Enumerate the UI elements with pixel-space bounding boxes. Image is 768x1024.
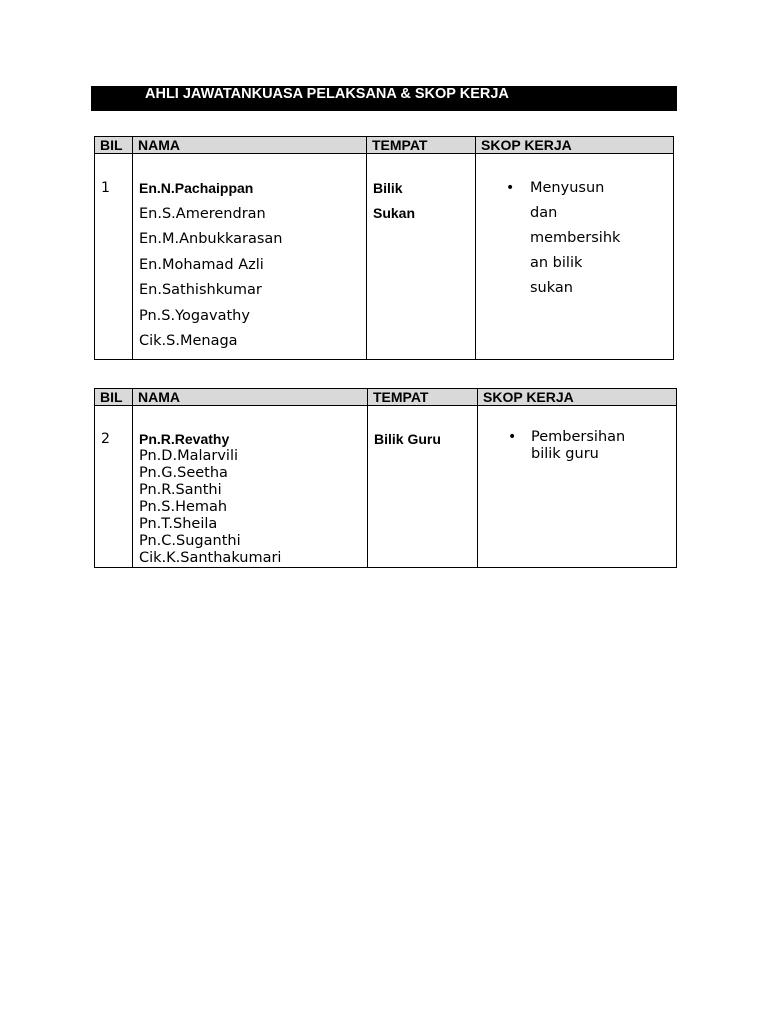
- member-name: Cik.K.Santhakumari: [139, 550, 282, 566]
- member-name: Cik.S.Menaga: [139, 333, 238, 349]
- header-bil: BIL: [95, 389, 133, 406]
- member-name: Pn.T.Sheila: [139, 516, 218, 532]
- scope-line: Pembersihan: [531, 429, 626, 445]
- scope-line: an bilik: [530, 255, 583, 271]
- table-header-row: [95, 389, 677, 406]
- table-row: [95, 406, 677, 568]
- member-name: Pn.G.Seetha: [139, 465, 228, 481]
- header-tempat: TEMPAT: [367, 137, 476, 154]
- row-number-text: 2: [101, 431, 110, 447]
- scope-line: Menyusun: [530, 180, 605, 196]
- leader-name: En.N.Pachaippan: [139, 180, 254, 196]
- names-cell: [133, 406, 368, 568]
- member-name: Pn.S.Yogavathy: [139, 307, 250, 324]
- header-nama: NAMA: [133, 389, 368, 406]
- place-cell: [368, 406, 478, 568]
- header-skop-kerja: SKOP KERJA: [476, 137, 674, 154]
- committee-table-2: [94, 388, 677, 568]
- names-cell: [133, 154, 367, 360]
- member-name: En.S.Amerendran: [139, 205, 266, 222]
- leader-name: Pn.R.Revathy: [139, 431, 230, 447]
- bullet-icon: •: [508, 429, 517, 445]
- member-name: En.Mohamad Azli: [139, 256, 264, 273]
- member-name: Pn.S.Hemah: [139, 499, 228, 515]
- member-name: En.Sathishkumar: [139, 282, 262, 298]
- row-number-text: 1: [101, 180, 110, 196]
- bullet-icon: •: [506, 180, 515, 196]
- scope-cell: [476, 154, 674, 360]
- scope-line: membersihk: [530, 230, 621, 246]
- table-header-row: [95, 137, 674, 154]
- place-line: Sukan: [373, 205, 416, 221]
- header-skop-kerja: SKOP KERJA: [478, 389, 677, 406]
- scope-cell: [478, 406, 677, 568]
- member-name: Pn.C.Suganthi: [139, 533, 241, 549]
- place-cell: [367, 154, 476, 360]
- scope-line: dan: [530, 205, 558, 221]
- header-tempat: TEMPAT: [368, 389, 478, 406]
- header-bil: BIL: [95, 137, 133, 154]
- scope-text: [476, 180, 673, 305]
- member-name: Pn.D.Malarvili: [139, 448, 239, 464]
- row-number: [95, 154, 133, 360]
- member-name: En.M.Anbukkarasan: [139, 231, 283, 247]
- scope-line: sukan: [530, 280, 573, 296]
- scope-line: bilik guru: [531, 446, 599, 462]
- header-nama: NAMA: [133, 137, 367, 154]
- page-title: AHLI JAWATANKUASA PELAKSANA & SKOP KERJA: [91, 86, 677, 111]
- place-text: Bilik Guru: [374, 431, 441, 447]
- place-line: Bilik: [373, 180, 403, 196]
- row-number: [95, 406, 133, 568]
- member-name: Pn.R.Santhi: [139, 482, 222, 498]
- table-row: [95, 154, 674, 360]
- committee-table-1: [94, 136, 674, 360]
